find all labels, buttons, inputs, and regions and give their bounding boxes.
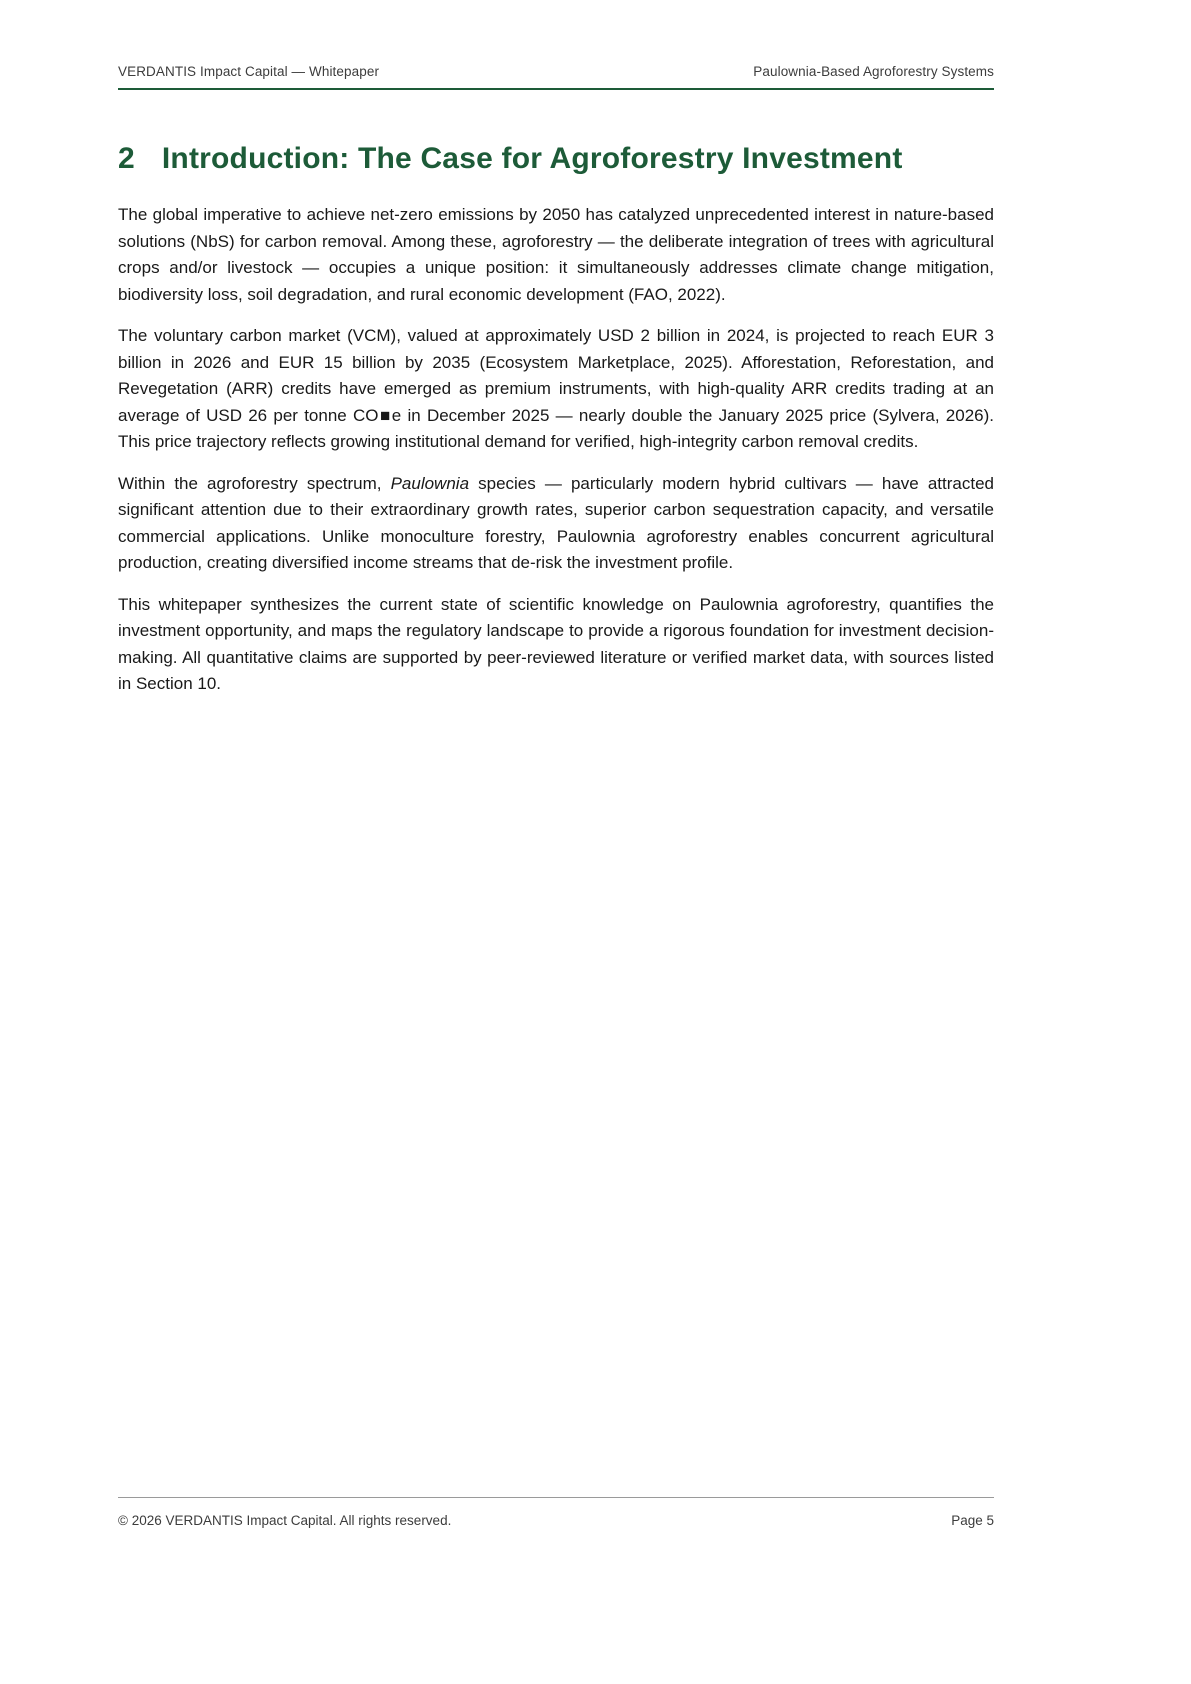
header-rule: [118, 88, 994, 90]
page-header: [118, 64, 994, 90]
footer-page-number: Page 5: [951, 1513, 994, 1528]
footer-row: [118, 1513, 994, 1528]
paragraph-whitepaper-scope: This whitepaper synthesizes the current state of scientific knowledge on Paulownia agroforestry, quantifies the investment opportunity, and maps the regulatory landscape to provide a rigorous foundation for investment decision-making. All quantitative claims are supported by peer-reviewed literature or verified market data, with sources listed in Section 10.: [118, 594, 994, 694]
section-heading-text: Introduction: The Case for Agroforestry Investment: [161, 142, 903, 175]
header-document-title: VERDANTIS Impact Capital — Whitepaper: [118, 64, 380, 79]
paragraph-paulownia-species: [118, 471, 994, 577]
page-footer: [118, 1497, 994, 1528]
section-number: 2: [118, 142, 135, 175]
footer-copyright: © 2026 VERDANTIS Impact Capital. All rights reserved.: [118, 1513, 452, 1528]
section-heading: [118, 142, 994, 176]
paragraph-global-imperative: The global imperative to achieve net-zero emissions by 2050 has catalyzed unprecedented interest in nature-based solutions (NbS) for carbon removal. Among these, agroforestry — the deliberate integration of trees with agricultural crops and/or livestock — occupies a unique position: it simultaneously addresses climate change mitigation, biodiversity loss, soil degradation, and rural economic development (FAO, 2022).: [118, 205, 994, 304]
paragraph-3-species-name: Paulownia: [390, 473, 470, 493]
document-body: [118, 142, 994, 713]
footer-rule: [118, 1497, 994, 1498]
header-section-title: Paulownia-Based Agroforestry Systems: [753, 64, 994, 79]
header-row: [118, 64, 994, 79]
paragraph-3-lead: Within the agroforestry spectrum,: [118, 473, 391, 493]
paragraph-voluntary-carbon-market: The voluntary carbon market (VCM), valued at approximately USD 2 billion in 2024, is projected to reach EUR 3 billion in 2026 and EUR 15 billion by 2035 (Ecosystem Marketplace, 2025). Afforestation, Reforestation, and Revegetation (ARR) credits have emerged as premium instruments, with high-quality ARR credits trading at an average of USD 26 per tonne CO■e in December 2025 — nearly double the January 2025 price (Sylvera, 2026). This price trajectory reflects growing institutional demand for verified, high-integrity carbon removal credits.: [118, 326, 994, 452]
paragraph-3-rest: species — particularly modern hybrid cultivars — have attracted significant attention due to their extraordinary growth rates, superior carbon sequestration capacity, and versatile commercial applications. Unlike monoculture forestry, Paulownia agroforestry enables concurrent agricultural production, creating diversified income streams that de-risk the investment profile.: [118, 473, 994, 573]
